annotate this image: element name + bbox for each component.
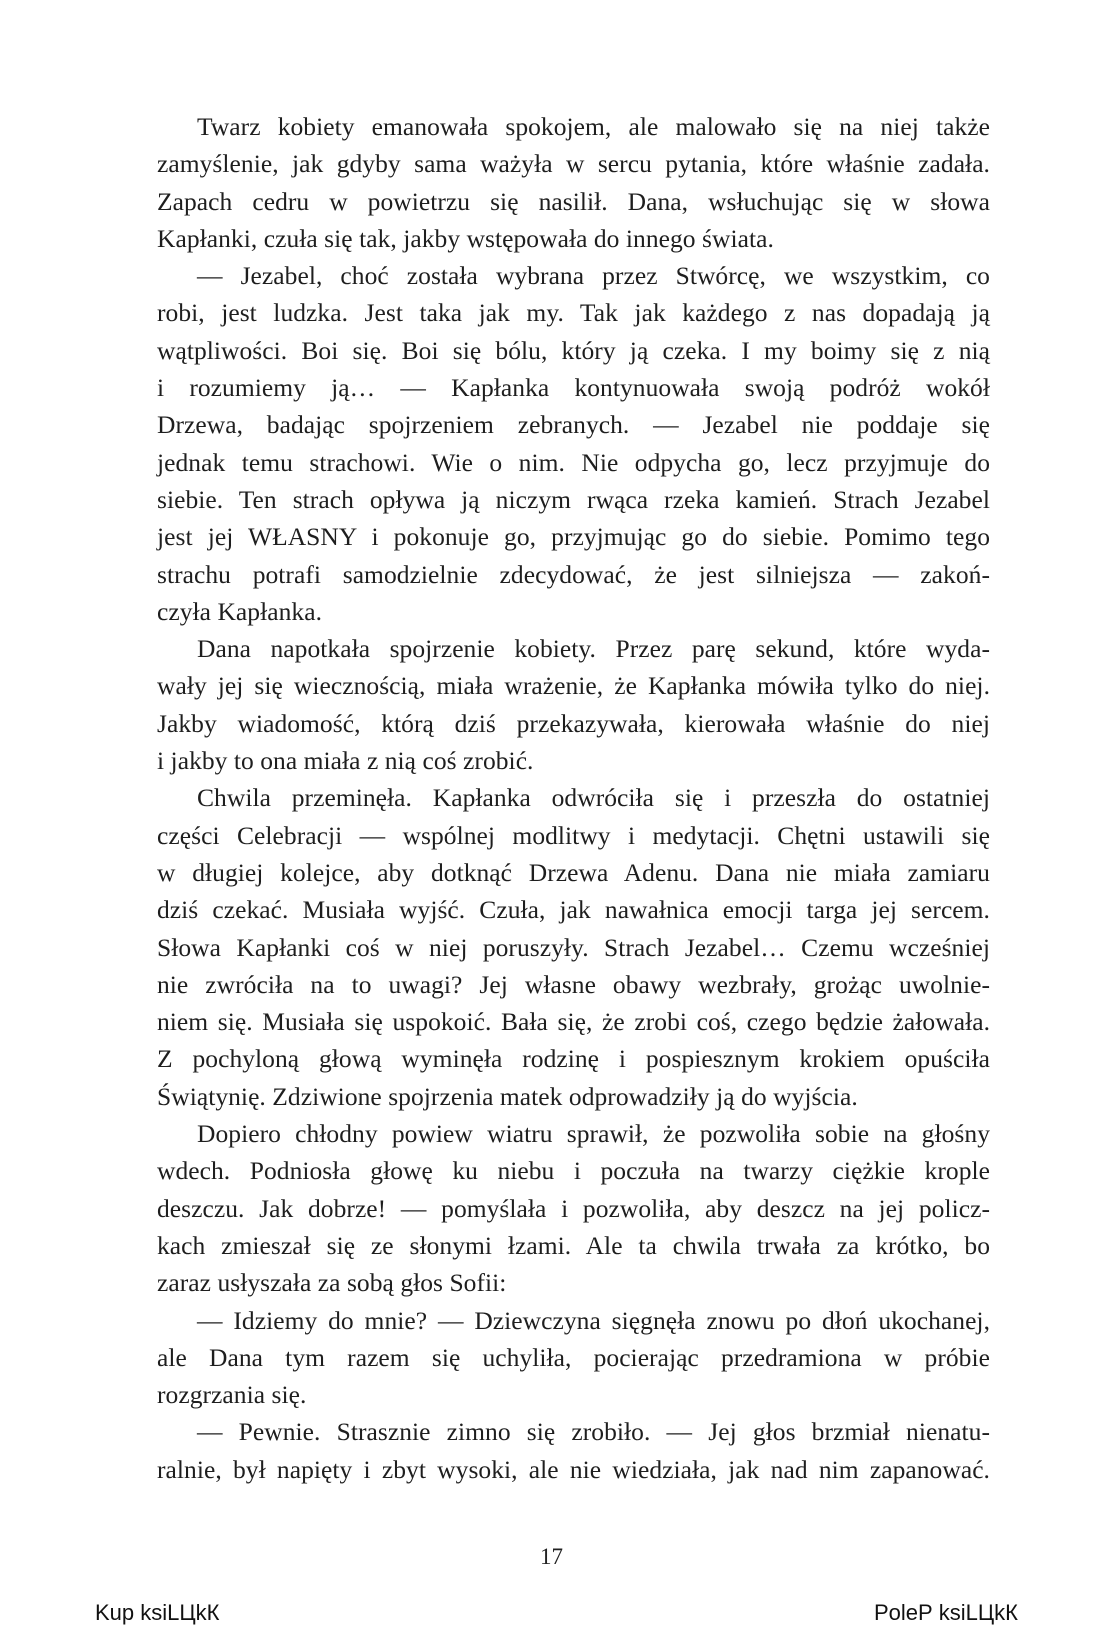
text-line: wały jej się wiecznością, miała wrażenie, że Kapłanka mówiła tylko do niej.	[157, 671, 990, 701]
recommend-book-link[interactable]: PoleР ksiLЦkК	[873, 1600, 1018, 1625]
text-line: i rozumiemy ją… — Kapłanka kontynuowała swoją podróż wokół	[157, 373, 990, 403]
text-line: strachu potrafi samodzielnie zdecydować, że jest silniejsza — zakoń-	[157, 559, 990, 589]
text-line: Dopiero chłodny powiew wiatru sprawił, że pozwoliła sobie na głośny	[197, 1119, 990, 1149]
text-line: jest jej WŁASNY i pokonuje go, przyjmując go do siebie. Pomimo tego	[157, 522, 990, 552]
text-line: wdech. Podniosła głowę ku niebu i poczuła na twarzy ciężkie krople	[157, 1156, 990, 1186]
text-line: czyła Kapłanka.	[157, 596, 322, 626]
text-line: nie zwróciła na to uwagi? Jej własne obawy wezbrały, grożąc uwolnie-	[157, 969, 990, 999]
text-line: robi, jest ludzka. Jest taka jak my. Tak jak każdego z nas dopadają ją	[157, 298, 990, 328]
text-line: — Idziemy do mnie? — Dziewczyna sięgnęła znowu po dłoń ukochanej,	[197, 1305, 990, 1335]
text-line: Z pochyloną głową wyminęła rodzinę i pospiesznym krokiem opuściła	[157, 1044, 990, 1074]
text-line: ralnie, był napięty i zbyt wysoki, ale nie wiedziała, jak nad nim zapanować.	[157, 1454, 990, 1484]
text-line: Dana napotkała spojrzenie kobiety. Przez parę sekund, które wyda-	[197, 634, 990, 664]
text-line: Świątynię. Zdziwione spojrzenia matek odprowadziły ją do wyjścia.	[157, 1081, 858, 1111]
text-line: ale Dana tym razem się uchyliła, pocierając przedramiona w próbie	[157, 1342, 990, 1372]
text-line: jednak temu strachowi. Wie o nim. Nie odpycha go, lecz przyjmuje do	[157, 447, 990, 477]
text-line: — Pewnie. Strasznie zimno się zrobiło. — Jej głos brzmiał nienatu-	[197, 1417, 990, 1447]
text-line: siebie. Ten strach opływa ją niczym rwąca rzeka kamień. Strach Jezabel	[157, 484, 990, 514]
text-line: Słowa Kapłanki coś w niej poruszyły. Strach Jezabel… Czemu wcześniej	[157, 932, 990, 962]
text-line: Jakby wiadomość, którą dziś przekazywała, kierowała właśnie do niej	[157, 708, 990, 738]
text-line: Chwila przeminęła. Kapłanka odwróciła się i przeszła do ostatniej	[197, 783, 990, 813]
page-number: 17	[540, 1544, 563, 1569]
text-line: wątpliwości. Boi się. Boi się bólu, który ją czeka. I my boimy się z nią	[157, 335, 990, 365]
text-line: kach zmieszał się ze słonymi łzami. Ale ta chwila trwała za krótko, bo	[157, 1230, 990, 1260]
text-line: i jakby to ona miała z nią coś zrobić.	[157, 746, 534, 776]
text-line: Twarz kobiety emanowała spokojem, ale malowało się na niej także	[197, 112, 990, 141]
text-line: niem się. Musiała się uspokoić. Bała się, że zrobi coś, czego będzie żałowała.	[157, 1007, 990, 1037]
text-line: Drzewa, badając spojrzeniem zebranych. — Jezabel nie poddaje się	[157, 410, 990, 440]
text-line: rozgrzania się.	[157, 1380, 307, 1410]
book-page-text	[157, 108, 990, 1488]
text-line: — Jezabel, choć została wybrana przez Stwórcę, we wszystkim, co	[197, 261, 990, 291]
text-line: deszczu. Jak dobrze! — pomyślała i pozwoliła, aby deszcz na jej policz-	[157, 1193, 990, 1223]
text-line: dziś czekać. Musiała wyjść. Czuła, jak nawałnica emocji targa jej sercem.	[157, 895, 990, 925]
text-line: Zapach cedru w powietrzu się nasilił. Dana, wsłuchując się w słowa	[157, 186, 990, 216]
text-line: zaraz usłyszała za sobą głos Sofii:	[157, 1268, 507, 1298]
buy-book-link[interactable]: Kup ksiLЦkК	[95, 1600, 220, 1625]
text-line: zamyślenie, jak gdyby sama ważyła w sercu pytania, które właśnie zadała.	[157, 149, 990, 179]
text-line: w długiej kolejce, aby dotknąć Drzewa Adenu. Dana nie miała zamiaru	[157, 857, 990, 887]
text-line: Kapłanki, czuła się tak, jakby wstępowała do innego świata.	[157, 223, 774, 253]
text-line: części Celebracji — wspólnej modlitwy i medytacji. Chętni ustawili się	[157, 820, 990, 850]
